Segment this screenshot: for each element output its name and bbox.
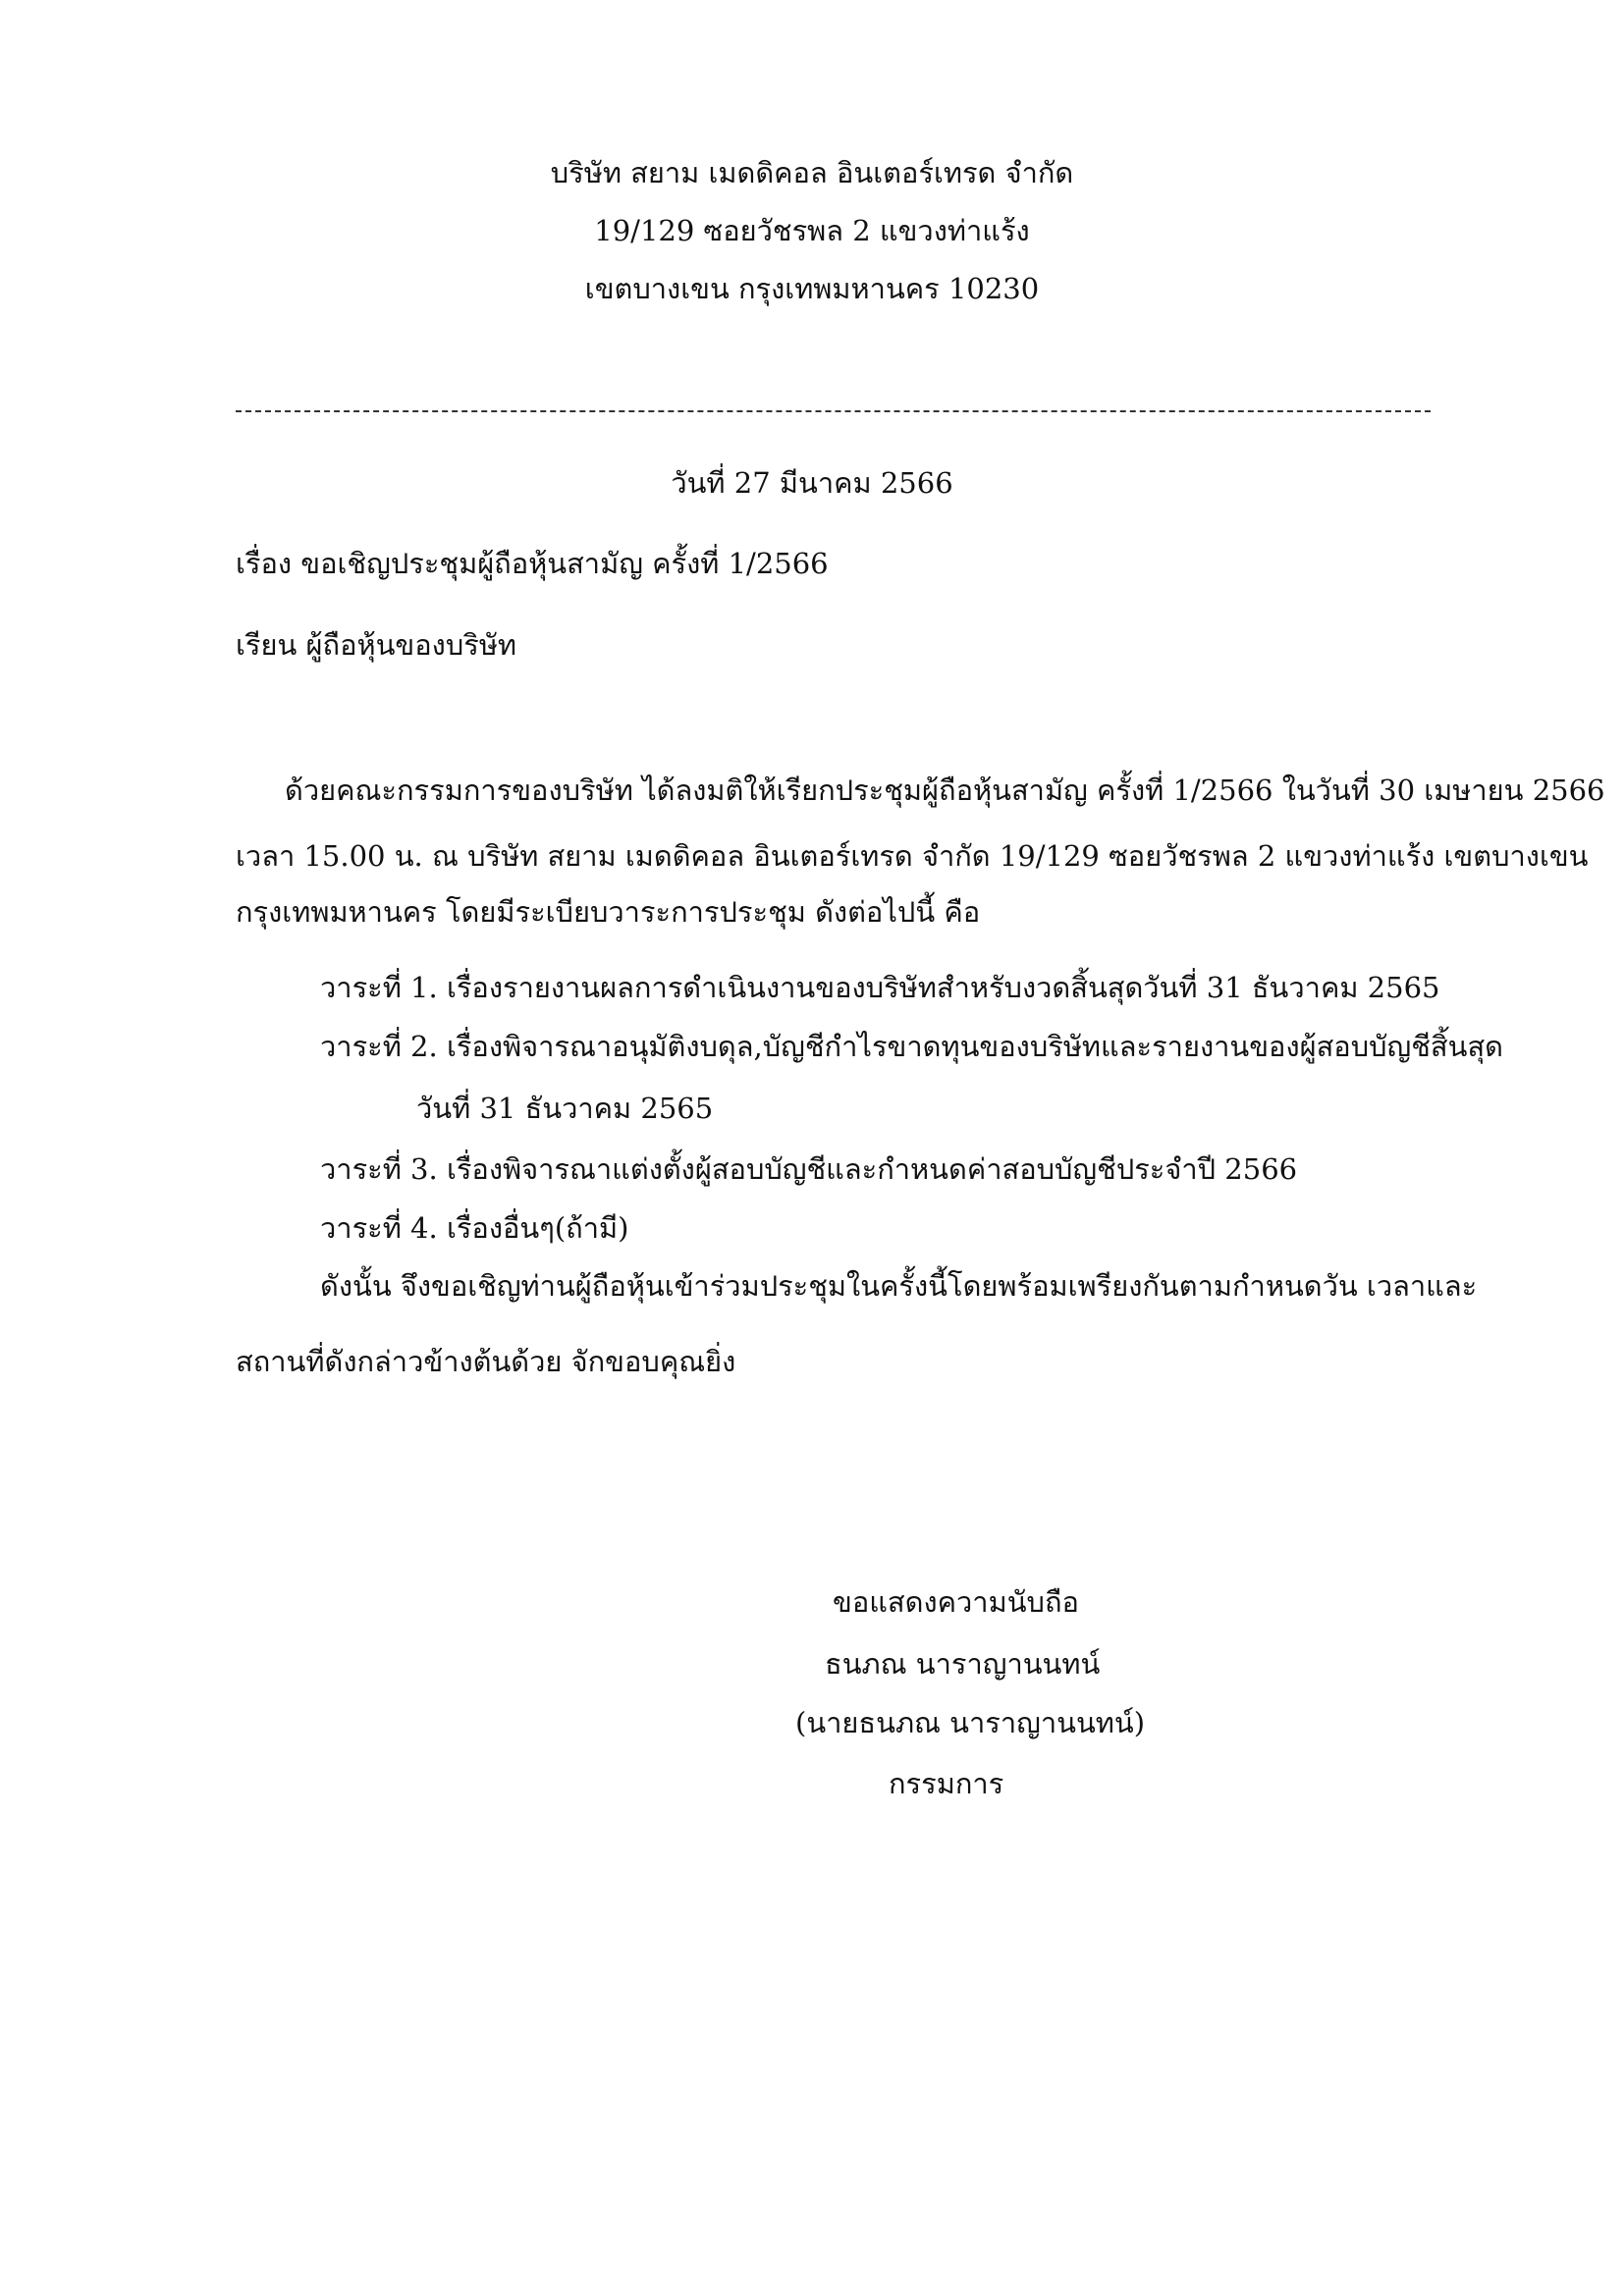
agenda-item-2-line-2: วันที่ 31 ธันวาคม 2565 — [416, 1092, 714, 1125]
closing-line-1: ดังนั้น จึงขอเชิญท่านผู้ถือหุ้นเข้าร่วมประชุมในครั้งนี้โดยพร้อมเพรียงกันตามกำหนดวัน เวลาและ — [320, 1269, 1478, 1303]
address-line-1: 19/129 ซอยวัชรพล 2 แขวงท่าแร้ง — [594, 214, 1030, 247]
body-paragraph-line-2: เวลา 15.00 น. ณ บริษัท สยาม เมดดิคอล อินเตอร์เทรด จำกัด 19/129 ซอยวัชรพล 2 แขวงท่าแร้ง เขตบางเขน — [236, 839, 1589, 873]
signature-position: กรรมการ — [889, 1767, 1004, 1800]
letter-subject: เรื่อง ขอเชิญประชุมผู้ถือหุ้นสามัญ ครั้งที่ 1/2566 — [236, 547, 829, 580]
company-name: บริษัท สยาม เมดดิคอล อินเตอร์เทรด จำกัด — [550, 156, 1074, 189]
letter-date: วันที่ 27 มีนาคม 2566 — [671, 466, 953, 500]
closing-line-2: สถานที่ดังกล่าวข้างต้นด้วย จักขอบคุณยิ่ง — [236, 1345, 736, 1378]
agenda-item-2-line-1: วาระที่ 2. เรื่องพิจารณาอนุมัติงบดุล,บัญชีกำไรขาดทุนของบริษัทและรายงานของผู้สอบบัญชีสิ้นสุด — [320, 1030, 1503, 1063]
agenda-item-1: วาระที่ 1. เรื่องรายงานผลการดำเนินงานของบริษัทสำหรับงวดสิ้นสุดวันที่ 31 ธันวาคม 2565 — [320, 971, 1440, 1004]
dashed-divider — [236, 410, 1431, 412]
agenda-item-4: วาระที่ 4. เรื่องอื่นๆ(ถ้ามี) — [320, 1211, 629, 1245]
letter-recipient: เรียน ผู้ถือหุ้นของบริษัท — [236, 628, 517, 662]
signature-name: ธนภณ นาราญานนทน์ — [825, 1647, 1101, 1681]
address-line-2: เขตบางเขน กรุงเทพมหานคร 10230 — [584, 272, 1040, 305]
body-paragraph-line-3: กรุงเทพมหานคร โดยมีระเบียบวาระการประชุม ดังต่อไปนี้ คือ — [236, 895, 981, 929]
agenda-item-3: วาระที่ 3. เรื่องพิจารณาแต่งตั้งผู้สอบบัญชีและกำหนดค่าสอบบัญชีประจำปี 2566 — [320, 1152, 1298, 1186]
signature-full-name: (นายธนภณ นาราญานนทน์) — [795, 1706, 1146, 1739]
signature-regards: ขอแสดงความนับถือ — [833, 1585, 1079, 1619]
body-paragraph-line-1: ด้วยคณะกรรมการของบริษัท ได้ลงมติให้เรียกประชุมผู้ถือหุ้นสามัญ ครั้งที่ 1/2566 ในวันที่ 30 เมษายน 2566 — [285, 774, 1605, 807]
